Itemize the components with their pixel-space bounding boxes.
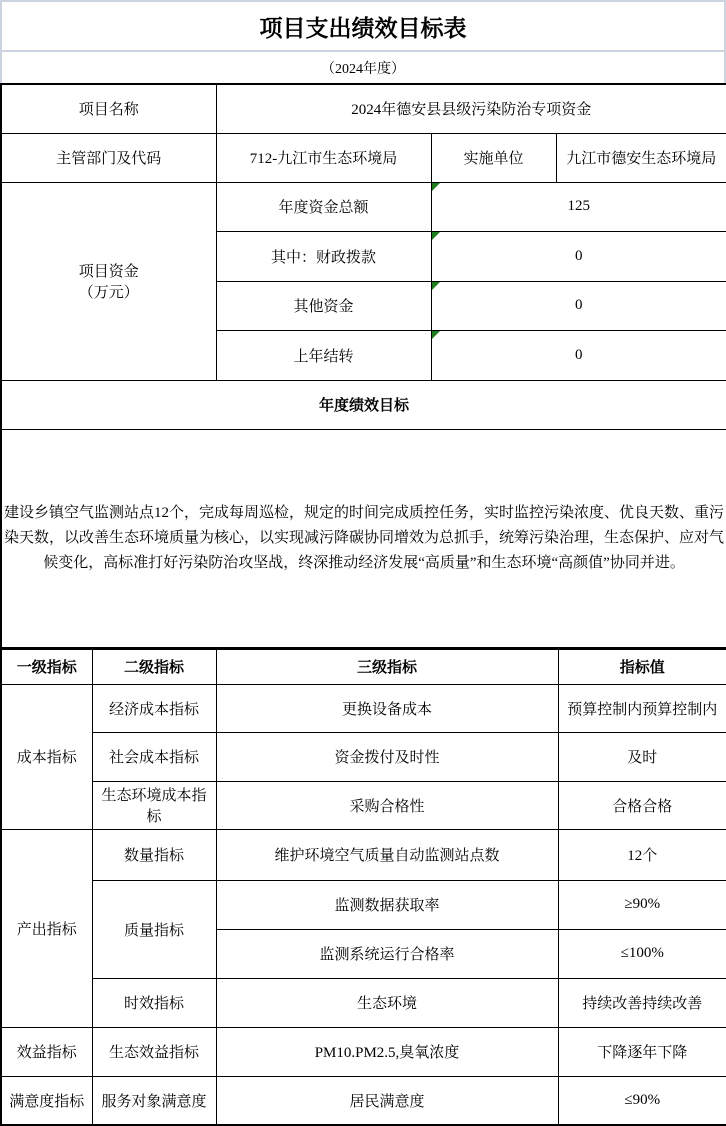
project-funds-label xyxy=(1,182,216,380)
level2-timeliness: 时效指标 xyxy=(92,978,216,1027)
dept-code-label: 主管部门及代码 xyxy=(1,133,216,182)
level3-system-pass-rate: 监测系统运行合格率 xyxy=(216,929,558,978)
annual-performance-text: 建设乡镇空气监测站点12个，完成每周巡检，规定的时间完成质控任务，实时监控污染浓度、优良天数、重污染天数，以改善生态环境质量为核心，以实现减污降碳协同增效为总抓手，统筹污染治理，生态保护、应对气候变化，高标准打好污染防治攻坚战，终深推动经济发展“高质量”和生态环境“高颜值”协同并进。 xyxy=(4,504,725,571)
table-row xyxy=(1,829,726,880)
header-level3: 三级指标 xyxy=(216,649,558,684)
value-station-count: 12个 xyxy=(558,829,726,880)
page-subtitle: （2024年度） xyxy=(0,52,726,83)
table-row xyxy=(1,133,726,182)
table-row xyxy=(1,781,726,829)
indicators-table xyxy=(0,648,726,1126)
table-row xyxy=(1,1027,726,1076)
page-title: 项目支出绩效目标表 xyxy=(0,0,726,52)
level2-eco-cost: 生态环境成本指标 xyxy=(92,781,216,829)
level2-service-satisfaction: 服务对象满意度 xyxy=(92,1076,216,1125)
level3-equipment-cost: 更换设备成本 xyxy=(216,684,558,732)
other-funds-amount: 0 xyxy=(575,297,583,313)
cell-corner-flag-icon xyxy=(432,183,440,191)
dept-code-value: 712-九江市生态环境局 xyxy=(216,133,431,182)
level1-benefit: 效益指标 xyxy=(1,1027,92,1076)
header-level2: 二级指标 xyxy=(92,649,216,684)
value-equipment-cost: 预算控制内预算控制内 xyxy=(558,684,726,732)
level2-economic-cost: 经济成本指标 xyxy=(92,684,216,732)
table-row xyxy=(1,182,726,231)
indicators-header-row xyxy=(1,649,726,684)
annual-total-label: 年度资金总额 xyxy=(216,182,431,231)
level3-data-acquisition: 监测数据获取率 xyxy=(216,880,558,929)
project-info-table xyxy=(0,83,726,649)
value-data-acquisition: ≥90% xyxy=(558,880,726,929)
level3-station-count: 维护环境空气质量自动监测站点数 xyxy=(216,829,558,880)
fiscal-allocation-value xyxy=(431,231,726,281)
table-row xyxy=(1,684,726,732)
cell-corner-flag-icon xyxy=(432,331,440,339)
header-level1: 一级指标 xyxy=(1,649,92,684)
table-row xyxy=(1,880,726,929)
annual-total-amount: 125 xyxy=(567,198,591,214)
header-value: 指标值 xyxy=(558,649,726,684)
impl-unit-label: 实施单位 xyxy=(431,133,556,182)
level2-quantity: 数量指标 xyxy=(92,829,216,880)
table-row xyxy=(1,1076,726,1125)
level3-pm-ozone: PM10.PM2.5,臭氧浓度 xyxy=(216,1027,558,1076)
level2-quality: 质量指标 xyxy=(92,880,216,978)
level3-fund-timeliness: 资金拨付及时性 xyxy=(216,732,558,781)
other-funds-value xyxy=(431,281,726,330)
project-name-label: 项目名称 xyxy=(1,84,216,133)
project-funds-label-line2: （万元） xyxy=(78,285,139,301)
level1-cost: 成本指标 xyxy=(1,684,92,829)
level1-output: 产出指标 xyxy=(1,829,92,1027)
fiscal-allocation-amount: 0 xyxy=(575,247,583,264)
level2-eco-benefit: 生态效益指标 xyxy=(92,1027,216,1076)
annual-total-value xyxy=(431,182,726,231)
annual-performance-text-cell xyxy=(1,429,726,648)
cell-corner-flag-icon xyxy=(432,282,440,290)
carryover-label: 上年结转 xyxy=(216,330,431,380)
impl-unit-value: 九江市德安生态环境局 xyxy=(556,133,726,182)
value-fund-timeliness: 及时 xyxy=(558,732,726,781)
value-procurement: 合格合格 xyxy=(558,781,726,829)
fiscal-allocation-label: 其中：财政拨款 xyxy=(216,231,431,281)
carryover-value xyxy=(431,330,726,380)
level3-eco-environment: 生态环境 xyxy=(216,978,558,1027)
table-row xyxy=(1,380,726,429)
level2-social-cost: 社会成本指标 xyxy=(92,732,216,781)
value-pm-ozone: 下降逐年下降 xyxy=(558,1027,726,1076)
value-eco-environment: 持续改善持续改善 xyxy=(558,978,726,1027)
value-system-pass-rate: ≤100% xyxy=(558,929,726,978)
level3-procurement: 采购合格性 xyxy=(216,781,558,829)
table-row xyxy=(1,732,726,781)
project-name-value: 2024年德安县县级污染防治专项资金 xyxy=(216,84,726,133)
table-row xyxy=(1,978,726,1027)
carryover-amount: 0 xyxy=(575,346,583,363)
level1-satisfaction: 满意度指标 xyxy=(1,1076,92,1125)
project-funds-label-line1: 项目资金 xyxy=(78,264,139,280)
value-resident-satisfaction: ≤90% xyxy=(558,1076,726,1125)
other-funds-label: 其他资金 xyxy=(216,281,431,330)
annual-performance-header: 年度绩效目标 xyxy=(1,380,726,429)
table-row xyxy=(1,84,726,133)
level3-resident-satisfaction: 居民满意度 xyxy=(216,1076,558,1125)
cell-corner-flag-icon xyxy=(432,232,440,240)
table-row xyxy=(1,429,726,648)
